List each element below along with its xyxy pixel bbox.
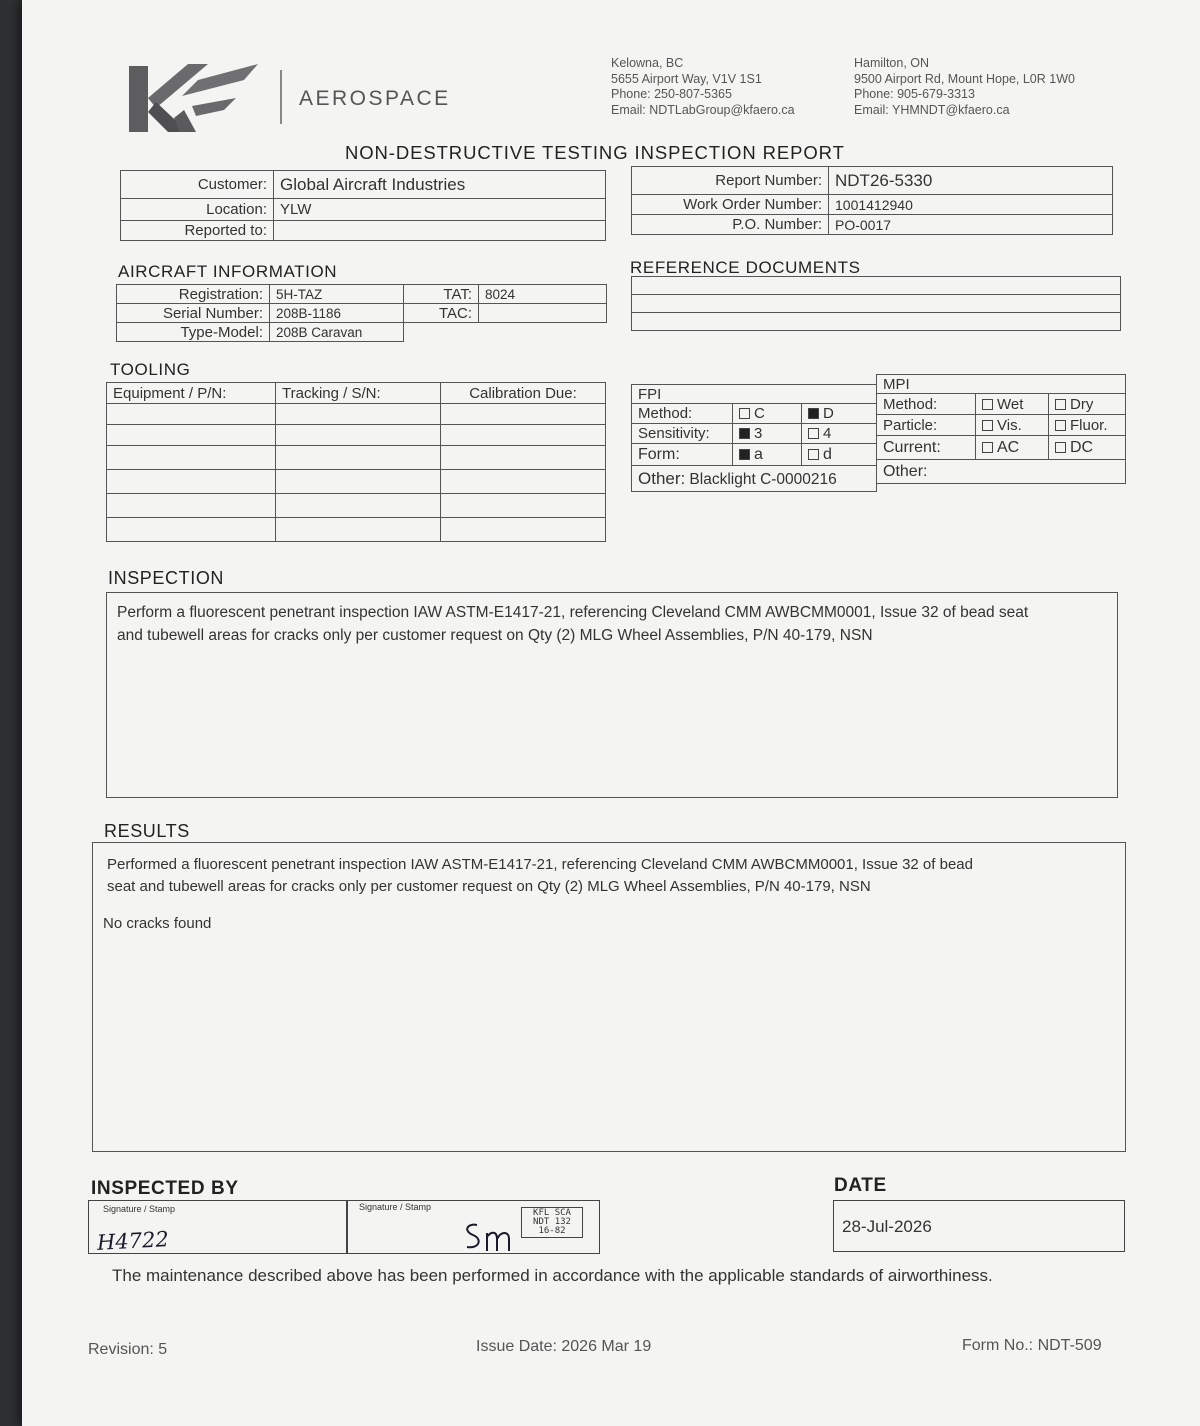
mpi-table [876,374,1126,484]
fpi-sensitivity-label: Sensitivity: [632,424,733,444]
signature-caption: Signature / Stamp [103,1204,176,1214]
checkbox-icon [808,428,819,439]
fpi-other-row [632,466,877,492]
tooling-cell [276,494,441,518]
serial-value: 208B-1186 [270,304,404,323]
report-number-table [631,166,1113,235]
work-order-value: 1001412940 [829,195,1113,215]
option-label: Dry [1070,395,1094,413]
results-box [92,842,1126,1152]
reference-row [632,313,1121,331]
tooling-col-tracking: Tracking / S/N: [276,383,441,404]
tooling-cell [441,470,606,494]
checkbox-icon [739,408,750,419]
tooling-cell [276,425,441,446]
inspection-text [117,601,1028,647]
tooling-cell [276,518,441,542]
customer-table [120,170,606,241]
mpi-current-dc[interactable] [1049,436,1126,460]
tooling-cell [441,518,606,542]
tooling-cell [107,446,276,470]
tooling-col-equipment: Equipment / P/N: [107,383,276,404]
location-label: Location: [121,199,274,221]
inspection-date: 28-Jul-2026 [842,1217,932,1236]
inspection-line: and tubewell areas for cracks only per customer request on Qty (2) MLG Wheel Assemblies, P/N 40-179, NSN [117,627,873,644]
fpi-heading: FPI [632,385,877,404]
tooling-cell [276,470,441,494]
tooling-col-calibration: Calibration Due: [441,383,606,404]
reference-heading: REFERENCE DOCUMENTS [630,258,861,277]
office-email: Email: NDTLabGroup@kfaero.ca [611,102,795,117]
tat-label: TAT: [404,285,479,304]
work-order-label: Work Order Number: [632,195,829,215]
office-address: 5655 Airport Way, V1V 1S1 [611,71,762,86]
signature-divider [346,1201,348,1253]
stamp-line: 16-82 [538,1226,566,1236]
fpi-form-a[interactable] [733,444,802,466]
type-label: Type-Model: [117,323,270,342]
checkbox-icon [982,420,993,431]
fpi-sensitivity-3[interactable] [733,424,802,444]
reported-value [274,221,606,241]
option-label: Fluor. [1070,416,1108,434]
mpi-method-wet[interactable] [976,394,1049,415]
tooling-cell [441,446,606,470]
aircraft-table [116,284,404,342]
inspection-heading: INSPECTION [108,568,225,588]
option-label: 4 [823,425,832,442]
option-label: Wet [997,395,1024,413]
footer-issue-date: Issue Date: 2026 Mar 19 [476,1338,652,1355]
office-city: Kelowna, BC [611,56,684,70]
fpi-other-label: Other: [638,468,686,488]
tooling-table [106,382,606,542]
aircraft-heading: AIRCRAFT INFORMATION [118,262,338,281]
brand-name: AEROSPACE [299,87,451,110]
signature-scribble [461,1217,521,1253]
checkbox-icon [1055,399,1066,410]
results-text [107,854,973,898]
results-line: seat and tubewell areas for cracks only per customer request on Qty (2) MLG Wheel Assemblies, P/N 40-179, NSN [107,878,871,895]
tooling-cell [276,446,441,470]
option-label: 3 [754,425,763,442]
tat-table [403,284,607,323]
office-kelowna [611,56,795,118]
checkbox-icon [808,449,819,460]
fpi-form-label: Form: [632,444,733,466]
type-value: 208B Caravan [270,323,404,342]
results-heading: RESULTS [104,821,190,841]
tooling-cell [441,425,606,446]
checkbox-icon [1055,442,1066,453]
results-finding: No cracks found [103,915,212,932]
report-sheet [22,0,1200,1426]
report-number-value: NDT26-5330 [829,167,1113,195]
customer-label: Customer: [121,171,274,199]
results-line: Performed a fluorescent penetrant inspection IAW ASTM-E1417-21, referencing Cleveland CMM AWBCMM0001, Issue 32 of bead [107,856,973,873]
office-phone: Phone: 250-807-5365 [611,87,732,101]
inspection-box [106,592,1118,798]
fpi-table [631,384,877,492]
mpi-current-label: Current: [877,436,976,460]
tac-value [479,304,607,323]
signature-box [88,1200,600,1254]
reference-row [632,277,1121,295]
po-number-value: PO-0017 [829,215,1113,235]
date-heading: DATE [834,1175,887,1196]
signature-caption: Signature / Stamp [359,1202,432,1212]
office-city: Hamilton, ON [854,56,930,70]
office-hamilton [854,56,1075,118]
tooling-cell [107,425,276,446]
customer-value: Global Aircraft Industries [274,171,606,199]
option-label: C [754,405,765,422]
checkbox-checked-icon [739,449,750,460]
stamp-line: NDT 132 [533,1217,571,1227]
tac-label: TAC: [404,304,479,323]
tooling-cell [107,470,276,494]
office-address: 9500 Airport Rd, Mount Hope, L0R 1W0 [854,71,1075,86]
option-label: a [754,445,763,463]
kf-logo [126,60,266,136]
option-label: AC [997,438,1020,456]
checkbox-icon [1055,420,1066,431]
tooling-cell [276,404,441,425]
mpi-current-ac[interactable] [976,436,1049,460]
reference-row [632,295,1121,313]
fpi-other-value: Blacklight C-0000216 [689,470,837,488]
location-value: YLW [274,199,606,221]
checkbox-checked-icon [739,428,750,439]
airworthiness-statement: The maintenance described above has been performed in accordance with the applicable standards of airworthiness. [112,1266,993,1285]
office-email: Email: YHMNDT@kfaero.ca [854,102,1010,117]
reported-label: Reported to: [121,221,274,241]
mpi-method-label: Method: [877,394,976,415]
checkbox-checked-icon [808,408,819,419]
tooling-cell [441,494,606,518]
option-label: DC [1070,438,1094,456]
checkbox-icon [982,442,993,453]
footer-form-number: Form No.: NDT-509 [962,1337,1102,1354]
option-label: D [823,405,834,422]
report-title: NON-DESTRUCTIVE TESTING INSPECTION REPORT [345,142,845,163]
checkbox-icon [982,399,993,410]
serial-label: Serial Number: [117,304,270,323]
mpi-particle-label: Particle: [877,415,976,436]
tooling-cell [107,518,276,542]
handwritten-inspector-id: H4722 [96,1227,170,1255]
inspector-stamp [521,1207,583,1238]
date-box [833,1200,1125,1252]
fpi-method-c[interactable] [733,404,802,424]
option-label: Vis. [997,416,1022,434]
inspected-by-heading: INSPECTED BY [91,1178,239,1199]
fpi-method-d[interactable] [802,404,877,424]
stamp-line: KFL SCA [533,1208,571,1218]
mpi-particle-fluor[interactable] [1049,415,1126,436]
registration-value: 5H-TAZ [270,285,404,304]
reference-table [631,276,1121,331]
fpi-method-label: Method: [632,404,733,424]
mpi-other-label: Other: [877,460,1126,484]
mpi-method-dry[interactable] [1049,394,1126,415]
logo-divider [280,70,282,124]
tooling-heading: TOOLING [110,360,191,379]
tooling-cell [107,494,276,518]
mpi-particle-vis[interactable] [976,415,1049,436]
option-label: d [823,445,832,463]
tat-value: 8024 [479,285,607,304]
tooling-cell [107,404,276,425]
fpi-form-d[interactable] [802,444,877,466]
po-number-label: P.O. Number: [632,215,829,235]
mpi-heading: MPI [877,375,1126,394]
footer-revision: Revision: 5 [88,1341,168,1358]
fpi-sensitivity-4[interactable] [802,424,877,444]
registration-label: Registration: [117,285,270,304]
office-phone: Phone: 905-679-3313 [854,87,975,101]
tooling-cell [441,404,606,425]
inspection-line: Perform a fluorescent penetrant inspection IAW ASTM-E1417-21, referencing Cleveland CMM AWBCMM0001, Issue 32 of bead seat [117,604,1029,621]
report-number-label: Report Number: [632,167,829,195]
